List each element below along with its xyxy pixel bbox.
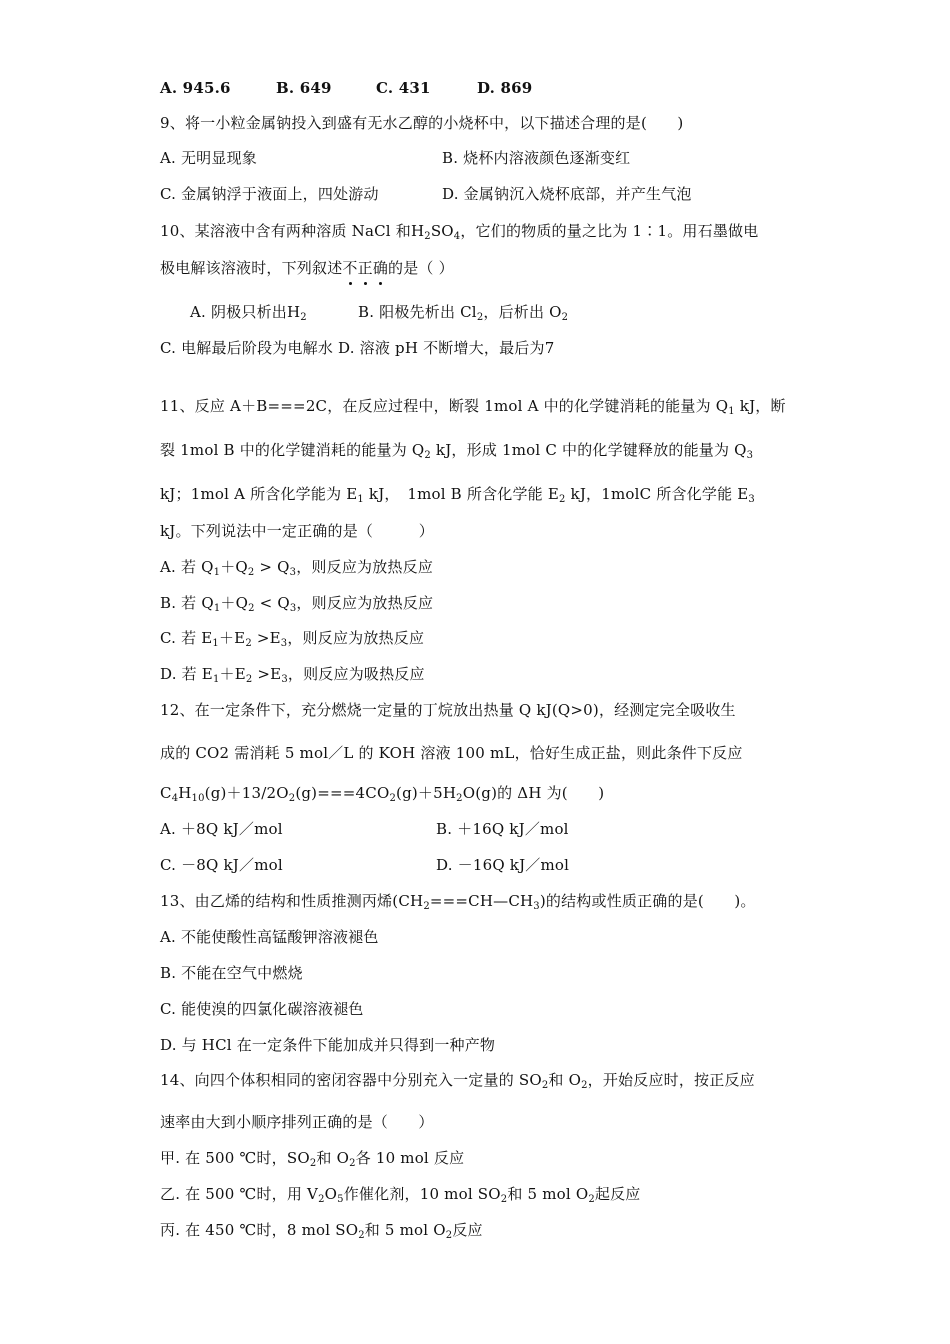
q11-option-a: A. 若 $Q_1+Q_2 > Q_3$，则反应为放热反应 (160, 558, 434, 578)
q12-option-d: D. －16Q kJ／mol (436, 856, 570, 874)
q12-stem-line2: 成的 CO2 需消耗 5 mol／L 的 KOH 溶液 100 mL，恰好生成正盐，则此条件下反应 (160, 744, 743, 762)
q9-option-d: D. 金属钠沉入烧杯底部，并产生气泡 (442, 185, 692, 203)
q11-option-d: D. 若 $E_1+E_2 >E_3$，则反应为吸热反应 (160, 665, 425, 685)
q12-option-b: B. ＋16Q kJ／mol (436, 820, 569, 838)
q12-option-c: C. －8Q kJ／mol (160, 856, 283, 874)
q13-option-d: D. 与 HCl 在一定条件下能加成并只得到一种产物 (160, 1036, 496, 1054)
q12-equation: $C_4H_{10}(g)+13/2O_2(g)===4CO_2(g)+5H_2O(g)$的 ΔH 为( ) (160, 784, 605, 804)
q11-stem-line1: 11、反应 A＋B===2C，在反应过程中，断裂 1mol A 中的化学键消耗的能量为 $Q_1$ kJ，断 (160, 397, 786, 417)
q11-stem-line4: kJ。下列说法中一定正确的是（ ） (160, 522, 434, 540)
q14-stem-line1: 14、向四个体积相同的密闭容器中分别充入一定量的 $SO_2$和 $O_2$，开始反应时，按正反应 (160, 1071, 755, 1091)
q10-option-a: A. 阴极只析出$H_2$ (190, 303, 307, 323)
q14-item-yi: 乙. 在 500 ℃时，用 $V_2O_5$作催化剂，10 mol $SO_2$和 5 mol $O_2$起反应 (160, 1185, 641, 1205)
q8-option-d: D. 869 (477, 79, 533, 97)
q11-option-b: B. 若 $Q_1+Q_2 < Q_3$，则反应为放热反应 (160, 594, 434, 614)
q10-options-cd: C. 电解最后阶段为电解水 D. 溶液 pH 不断增大，最后为7 (160, 339, 555, 357)
q8-option-b: B. 649 (276, 79, 332, 97)
emphasis-char: 不 (342, 259, 358, 277)
q10-option-b: B. 阳极先析出 $Cl_2$，后析出 $O_2$ (358, 303, 569, 323)
q13-option-c: C. 能使溴的四氯化碳溶液褪色 (160, 1000, 364, 1018)
q12-option-a: A. ＋8Q kJ／mol (160, 820, 283, 838)
q8-option-a: A. 945.6 (160, 79, 231, 97)
emphasis-char: 正 (357, 259, 373, 277)
q13-option-a: A. 不能使酸性高锰酸钾溶液褪色 (160, 928, 379, 946)
q9-stem: 9、将一小粒金属钠投入到盛有无水乙醇的小烧杯中，以下描述合理的是( ) (160, 114, 684, 132)
q9-option-b: B. 烧杯内溶液颜色逐渐变红 (442, 149, 631, 167)
q10-stem-line2: 极电解该溶液时，下列叙述不正确的是（ ） (160, 259, 454, 277)
q13-option-b: B. 不能在空气中燃烧 (160, 964, 303, 982)
q11-stem-line3: kJ；1mol A 所含化学能为 $E_1$ kJ， 1mol B 所含化学能 $E_2$ kJ，1molC 所含化学能 $E_3$ (160, 485, 755, 505)
q14-item-bing: 丙. 在 450 ℃时，8 mol $SO_2$和 5 mol $O_2$反应 (160, 1221, 483, 1241)
q14-stem-line2: 速率由大到小顺序排列正确的是（ ） (160, 1113, 434, 1131)
q8-option-c: C. 431 (376, 79, 431, 97)
q11-option-c: C. 若 $E_1+E_2 >E_3$，则反应为放热反应 (160, 629, 425, 649)
q10-stem-line1: 10、某溶液中含有两种溶质 NaCl 和$H_2SO_4$，它们的物质的量之比为 1∶1。用石墨做电 (160, 222, 759, 242)
emphasis-char: 确 (372, 259, 389, 277)
q11-stem-line2: 裂 1mol B 中的化学键消耗的能量为 $Q_2$ kJ，形成 1mol C 中的化学键释放的能量为 $Q_3$ (160, 441, 754, 461)
q12-stem-line1: 12、在一定条件下，充分燃烧一定量的丁烷放出热量 Q kJ(Q>0)，经测定完全吸收生 (160, 701, 736, 719)
q9-option-c: C. 金属钠浮于液面上，四处游动 (160, 185, 379, 203)
q9-option-a: A. 无明显现象 (160, 149, 257, 167)
q14-item-jia: 甲. 在 500 ℃时，$SO_2$和 $O_2$各 10 mol 反应 (160, 1149, 465, 1169)
q13-stem: 13、由乙烯的结构和性质推测丙烯$(CH_2===CH—CH_3)$的结构或性质正确的是( )。 (160, 892, 756, 912)
